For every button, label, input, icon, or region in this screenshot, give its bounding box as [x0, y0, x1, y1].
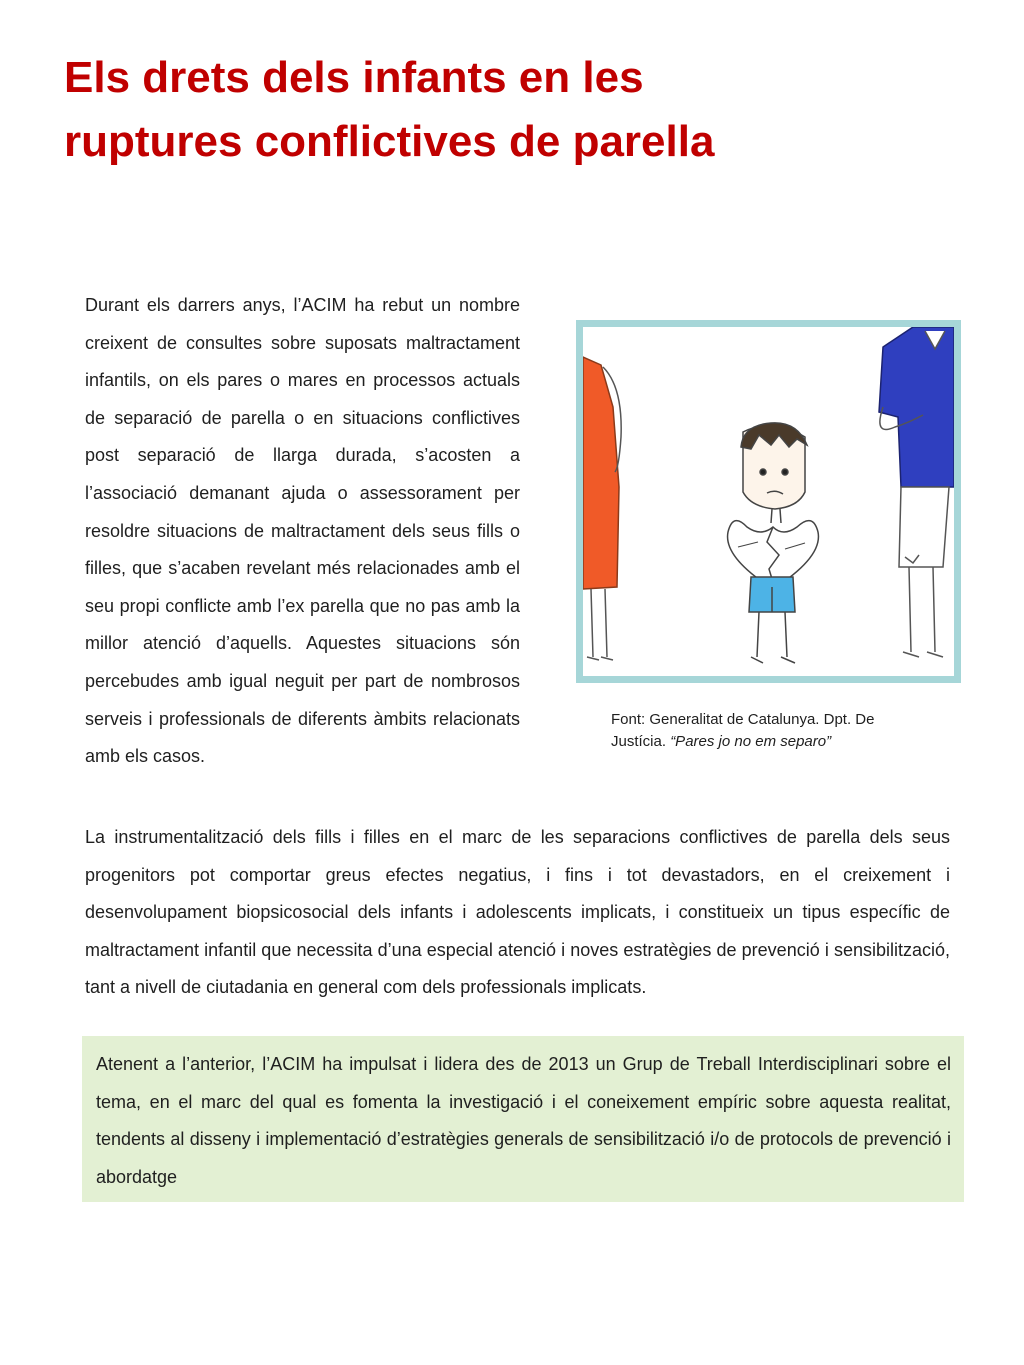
highlight-box: [82, 1036, 964, 1202]
child-figure: [728, 423, 819, 663]
mother-figure: [583, 357, 621, 660]
caption-title: “Pares jo no em separo”: [670, 733, 832, 750]
father-figure: [879, 327, 954, 657]
family-illustration: [583, 327, 954, 676]
caption-source: Font: Generalitat de Catalunya. Dpt. De Justícia.: [611, 711, 875, 750]
illustration-figure: [576, 320, 961, 683]
intro-paragraph: Durant els darrers anys, l’ACIM ha rebut un nombre creixent de consultes sobre suposats maltractament infantils, on els pares o mares en processos actuals de separació de parella o en situacions conflictives post separació de llarga durada, s’acosten a l’associació demanant ajuda o assessorament per resoldre situacions de maltractament dels seus fills o filles, que s’acaben revelant més relacionades amb el seu propi conflicte amb l’ex parella que no pas amb la millor atenció d’aquells. Aquestes situacions són percebudes amb igual neguit per part de nombrosos serveis i professionals de diferents àmbits relacionats amb els casos.: [85, 295, 520, 767]
body-paragraph: La instrumentalització dels fills i filles en el marc de les separacions conflictives de parella dels seus progenitors pot comportar greus efectes negatius, i fins i tot devastadors, en el creixement i desenvolupament biopsicosocial dels infants i adolescents implicats, i constitueix un tipus específic de maltractament infantil que necessita d’una especial atenció i noves estratègies de prevenció i sensibilització, tant a nivell de ciutadania en general com dels professionals implicats.: [85, 827, 950, 998]
highlight-text: Atenent a l’anterior, l’ACIM ha impulsat i lidera des de 2013 un Grup de Treball Interdisciplinari sobre el tema, en el marc del qual es fomenta la investigació i el coneixement empíric sobre aquesta realitat, tendents al disseny i implementació d’estratègies generals de sensibilització i/o de protocols de prevenció i abordatge: [96, 1054, 951, 1187]
figure-caption: [611, 709, 911, 753]
page-title: Els drets dels infants en les ruptures conflictives de parella: [64, 53, 715, 166]
